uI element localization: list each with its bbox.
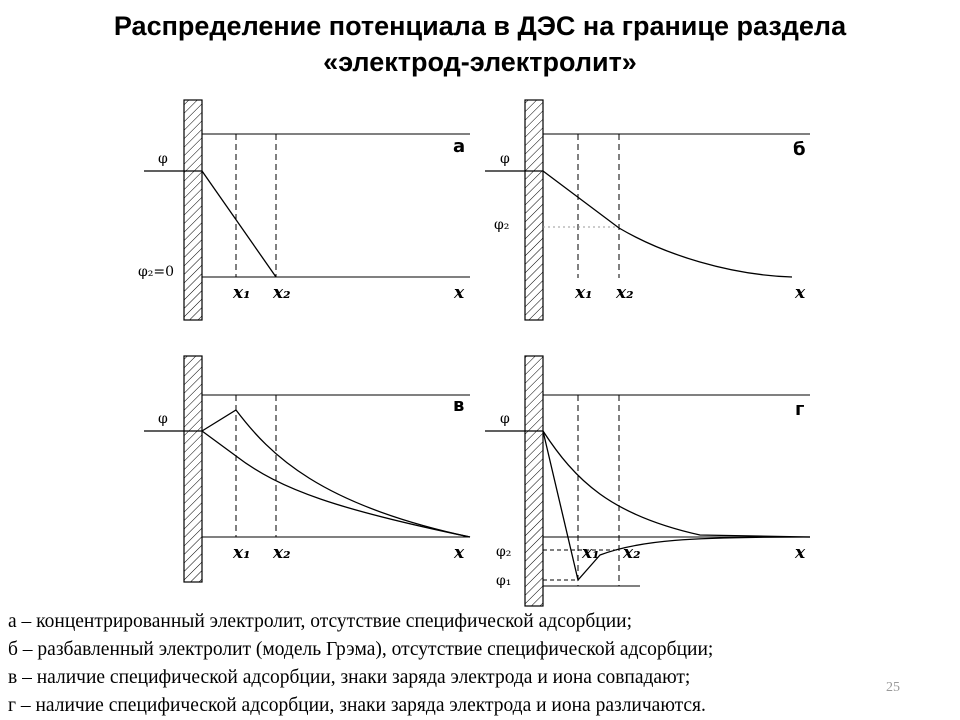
panel-letter-g: г (795, 399, 805, 420)
x-label-b: x (795, 283, 806, 303)
panel-letter-v: в (453, 395, 465, 416)
phi-label-a: φ (158, 151, 168, 167)
panel-letter-a: а (453, 136, 466, 157)
phi-label-g: φ (500, 411, 510, 427)
phi2-label-a: φ₂=0 (138, 264, 175, 280)
x-label-v: x (454, 543, 465, 563)
legend (8, 608, 908, 720)
potential-curve-v-upper (202, 410, 470, 537)
phi-label-b: φ (500, 151, 510, 167)
electrode-b (525, 100, 543, 320)
x1-label-b: x₁ (575, 283, 593, 303)
x1-label-g: x₁ (582, 543, 600, 563)
x-label-g: x (795, 543, 806, 563)
x2-label-g: x₂ (623, 543, 641, 563)
phi2-label-g: φ₂ (496, 544, 512, 560)
legend-item-b: б – разбавленный электролит (модель Грэма), отсутствие специфической адсорбции; (8, 639, 714, 660)
potential-curve-a (202, 171, 276, 277)
potential-curve-b (543, 171, 792, 277)
x2-label-b: x₂ (616, 283, 634, 303)
x-label-a: x (454, 283, 465, 303)
x2-label-a: x₂ (273, 283, 291, 303)
panel-a (138, 100, 470, 320)
x2-label-v: x₂ (273, 543, 291, 563)
x1-label-a: x₁ (233, 283, 251, 303)
panel-g (485, 356, 810, 606)
electrode-a (184, 100, 202, 320)
electrode-g (525, 356, 543, 606)
potential-curve-v-lower (202, 431, 470, 537)
x1-label-v: x₁ (233, 543, 251, 563)
legend-item-v: в – наличие специфической адсорбции, знаки заряда электрода и иона совпадают; (8, 667, 691, 688)
electrode-v (184, 356, 202, 582)
legend-item-g: г – наличие специфической адсорбции, знаки заряда электрода и иона различаются. (8, 695, 706, 716)
panel-letter-b: б (793, 139, 806, 160)
page-number: 25 (886, 680, 900, 695)
panel-v (144, 356, 470, 582)
title-line-2: «электрод-электролит» (323, 47, 637, 77)
legend-item-a: а – концентрированный электролит, отсутствие специфической адсорбции; (8, 611, 632, 632)
title-line-1: Распределение потенциала в ДЭС на границе раздела (113, 11, 847, 41)
panel-b (485, 100, 810, 320)
phi-label-v: φ (158, 411, 168, 427)
phi2-label-b: φ₂ (494, 217, 510, 233)
phi1-label-g: φ₁ (496, 573, 512, 589)
potential-curve-g-upper (543, 431, 810, 537)
